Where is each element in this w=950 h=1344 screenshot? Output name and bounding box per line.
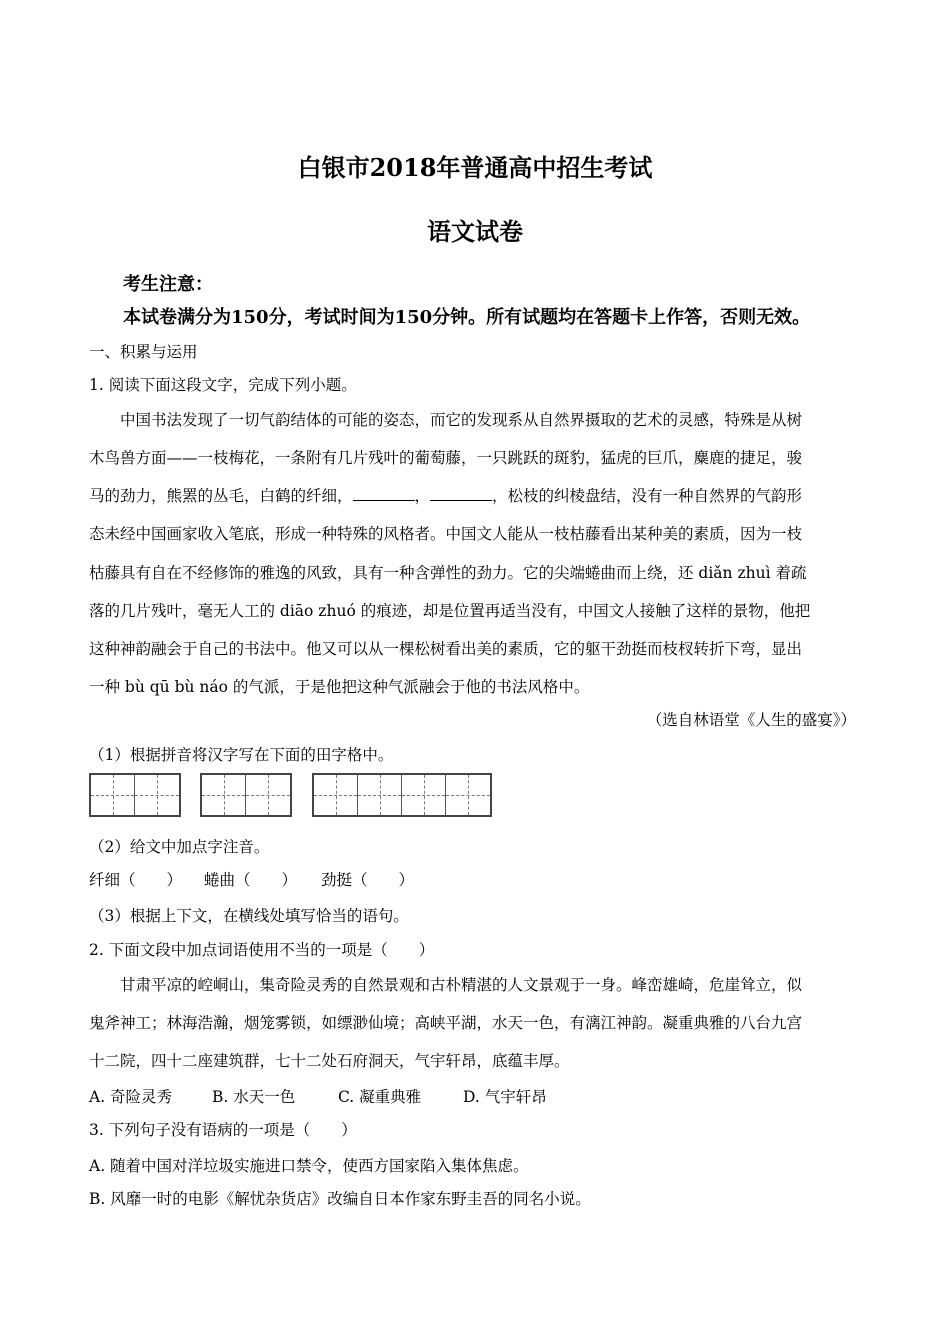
option-d[interactable]: D. 气宇轩昂 [463, 1088, 547, 1106]
tianzige-box-3[interactable] [312, 773, 492, 817]
passage-source: （选自林语堂《人生的盛宴》） [646, 711, 856, 729]
pinyin-item[interactable]: 蜷曲（ ） [204, 871, 298, 889]
sub-question-2: （2）给文中加点字注音。 [89, 838, 270, 856]
option-a[interactable]: A. 奇险灵秀 [89, 1088, 173, 1106]
passage-line: 这种神韵融会于自己的书法中。他又可以从一棵松树看出美的素质，它的躯干劲挺而枝杈转折下弯，显出 [89, 640, 803, 658]
passage-line: 木鸟兽方面——一枝梅花，一条附有几片残叶的葡萄藤，一只跳跃的斑豹，猛虎的巨爪，麋鹿的捷足，骏 [89, 449, 803, 467]
option-a[interactable]: A. 随着中国对洋垃圾实施进口禁令，使西方国家陷入集体焦虑。 [89, 1157, 529, 1175]
passage-line: 鬼斧神工；林海浩瀚，烟笼雾锁，如缥渺仙境；高峡平湖，水天一色，有漓江神韵。凝重典雅的八台九宫 [89, 1014, 803, 1032]
passage-text: ， [414, 487, 431, 505]
tianzige-cell[interactable] [135, 775, 179, 815]
tianzige-box-2[interactable] [200, 773, 292, 817]
option-b[interactable]: B. 水天一色 [212, 1088, 296, 1106]
sub-question-3: （3）根据上下文，在横线处填写恰当的语句。 [89, 907, 409, 925]
question-2-stem: 2. 下面文段中加点词语使用不当的一项是（ ） [89, 941, 435, 959]
tianzige-cell[interactable] [202, 775, 246, 815]
exam-title: 白银市2018年普通高中招生考试 [297, 153, 653, 182]
tianzige-cell[interactable] [402, 775, 446, 815]
passage-line: 十二院，四十二座建筑群，七十二处石府洞天，气宇轩昂，底蕴丰厚。 [89, 1052, 570, 1070]
passage-text: 马的劲力，熊罴的丛毛，白鹤的纤细， [89, 487, 353, 505]
question-3-stem: 3. 下列句子没有语病的一项是（ ） [89, 1121, 357, 1139]
tianzige-cell[interactable] [246, 775, 290, 815]
passage-line: 一种 bù qū bù náo 的气派，于是他把这种气派融会于他的书法风格中。 [89, 678, 590, 696]
tianzige-box-1[interactable] [89, 773, 181, 817]
sub-question-1: （1）根据拼音将汉字写在下面的田字格中。 [89, 746, 394, 764]
passage-line-with-blanks [89, 484, 802, 506]
tianzige-cell[interactable] [446, 775, 490, 815]
section-heading: 一、积累与运用 [89, 343, 198, 361]
fill-blank-1[interactable] [353, 486, 415, 501]
notice-label: 考生注意： [123, 274, 213, 295]
passage-line: 中国书法发现了一切气韵结体的可能的姿态，而它的发现系从自然界摄取的艺术的灵感，特殊是从树 [120, 411, 803, 429]
passage-line: 落的几片残叶，毫无人工的 diāo zhuó 的痕迹，却是位置再适当没有，中国文人接触了这样的景物，他把 [89, 602, 811, 620]
tianzige-cell[interactable] [314, 775, 358, 815]
option-b[interactable]: B. 风靡一时的电影《解忧杂货店》改编自日本作家东野圭吾的同名小说。 [89, 1190, 591, 1208]
tianzige-cell[interactable] [358, 775, 402, 815]
exam-subtitle: 语文试卷 [427, 217, 523, 246]
passage-text: ，松枝的纠棱盘结，没有一种自然界的气韵形 [492, 487, 803, 505]
notice-text: 本试卷满分为150分，考试时间为150分钟。所有试题均在答题卡上作答，否则无效。 [123, 307, 811, 328]
tianzige-cell[interactable] [91, 775, 135, 815]
passage-line: 枯藤具有自在不经修饰的雅逸的风致，具有一种含弹性的劲力。它的尖端蜷曲而上绕，还 diǎn zhuì 着疏 [89, 564, 807, 582]
fill-blank-2[interactable] [430, 486, 492, 501]
passage-line: 甘肃平凉的崆峒山，集奇险灵秀的自然景观和古朴精湛的人文景观于一身。峰峦雄崎，危崖耸立，似 [120, 976, 803, 994]
option-c[interactable]: C. 凝重典雅 [338, 1088, 422, 1106]
question-1-stem: 1. 阅读下面这段文字，完成下列小题。 [89, 376, 357, 394]
pinyin-item[interactable]: 纤细（ ） [89, 871, 183, 889]
pinyin-item[interactable]: 劲挺（ ） [321, 871, 415, 889]
passage-line: 态未经中国画家收入笔底，形成一种特殊的风格者。中国文人能从一枝枯藤看出某种美的素质，因为一枝 [89, 525, 803, 543]
